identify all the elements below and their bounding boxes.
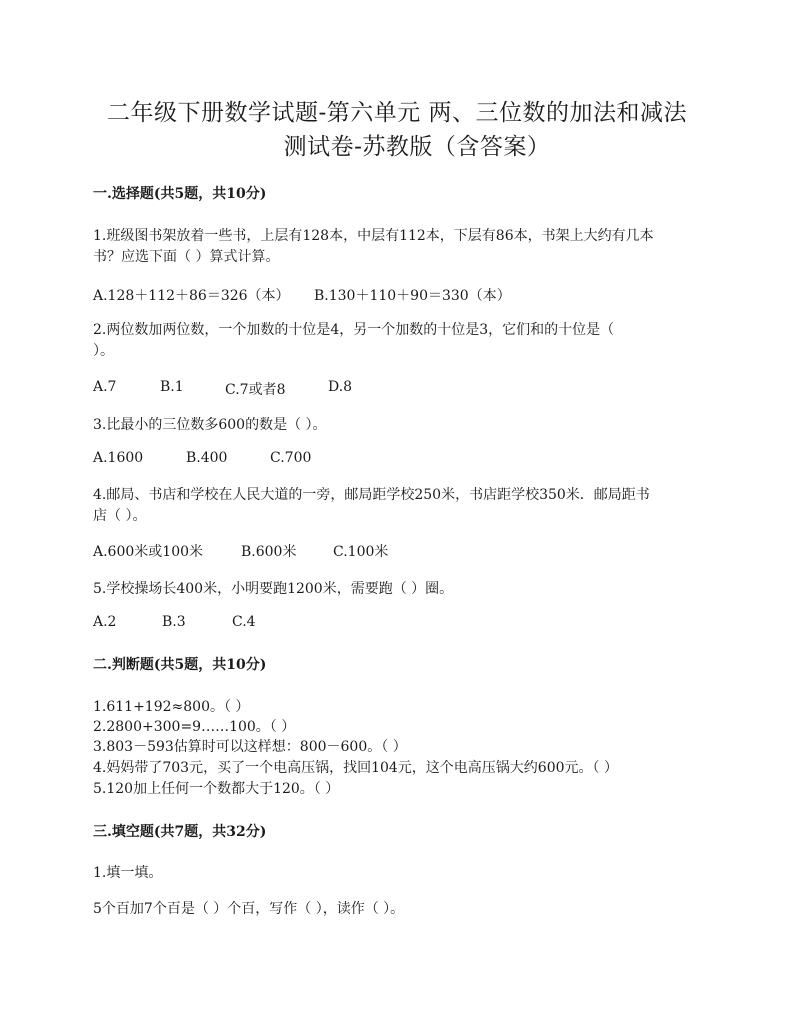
question-2-option-d: D.8 [328, 379, 353, 395]
document-title-line-2: 测试卷-苏教版（含答案） [283, 134, 551, 160]
question-3-option-c: C.700 [270, 450, 312, 466]
fill-blank-item-1: 1.填一填。 [93, 865, 163, 881]
question-3-option-b: B.400 [186, 450, 228, 466]
question-2-option-c: C.7或者8 [225, 382, 286, 398]
question-2-option-b: B.1 [160, 379, 184, 395]
question-2-line-1: 2.两位数加两位数，一个加数的十位是4，另一个加数的十位是3，它们和的十位是（ [93, 322, 615, 338]
question-4-line-2: 店（ ）。 [93, 508, 147, 524]
question-4-option-a: A.600米或100米 [93, 544, 204, 560]
question-1-option-a: A.128＋112＋86＝326（本） [93, 288, 290, 304]
question-4-option-b: B.600米 [241, 544, 297, 560]
question-2-line-2: ）。 [93, 343, 114, 359]
question-4-line-1: 4.邮局、书店和学校在人民大道的一旁，邮局距学校250米，书店距学校350米．邮局距书 [93, 487, 650, 503]
judgment-item-4: 4.妈妈带了703元，买了一个电高压锅，找回104元，这个电高压锅大约600元。（ ） [93, 760, 618, 776]
question-2-option-a: A.7 [93, 379, 117, 395]
question-4-option-c: C.100米 [333, 544, 389, 560]
judgment-item-2: 2.2800+300=9……100。（ ） [93, 719, 296, 735]
question-5-option-a: A.2 [93, 614, 117, 630]
document-title-line-1: 二年级下册数学试题-第六单元 两、三位数的加法和减法 [106, 100, 688, 126]
question-5-line-1: 5.学校操场长400米，小明要跑1200米，需要跑（ ）圈。 [93, 581, 454, 597]
question-5-option-b: B.3 [162, 614, 186, 630]
question-1-option-b: B.130＋110＋90＝330（本） [314, 288, 511, 304]
judgment-item-3: 3.803－593估算时可以这样想：800－600。（ ） [93, 739, 407, 755]
fill-blank-item-1-content: 5个百加7个百是（ ）个百，写作（ ），读作（ ）。 [93, 901, 405, 917]
question-3-line-1: 3.比最小的三位数多600的数是（ ）。 [93, 417, 327, 433]
section-heading-judgment: 二.判断题(共5题，共10分) [93, 657, 267, 673]
question-1-line-2: 书？应选下面（ ）算式计算。 [93, 249, 280, 265]
question-1-line-1: 1.班级图书架放着一些书，上层有128本，中层有112本，下层有86本，书架上大约有几本 [93, 228, 654, 244]
judgment-item-1: 1.611+192≈800。（ ） [93, 699, 250, 715]
question-5-option-c: C.4 [232, 614, 256, 630]
section-heading-fill-blank: 三.填空题(共7题，共32分) [93, 824, 267, 840]
question-3-option-a: A.1600 [93, 450, 144, 466]
section-heading-choice: 一.选择题(共5题，共10分) [93, 186, 267, 202]
judgment-item-5: 5.120加上任何一个数都大于120。（ ） [93, 781, 340, 797]
